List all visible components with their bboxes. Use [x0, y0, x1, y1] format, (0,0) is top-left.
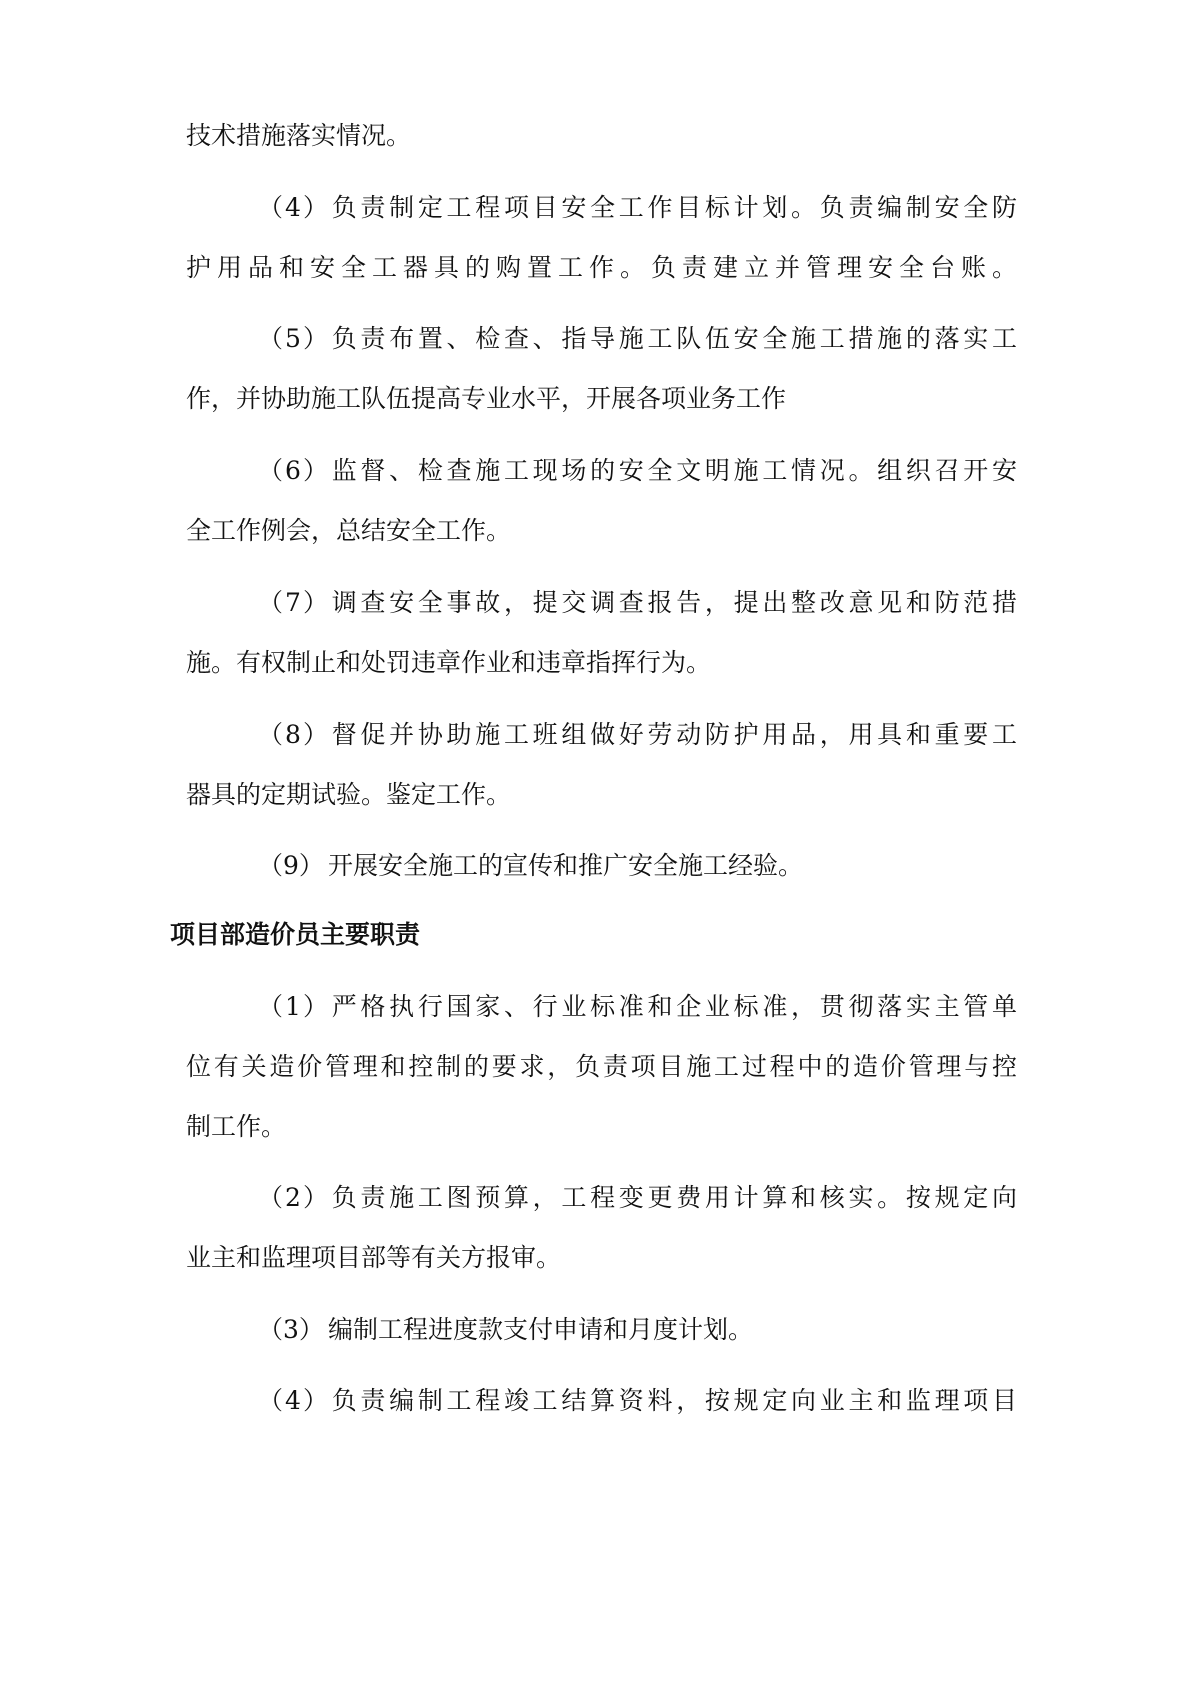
- paragraph-line: 技术措施落实情况。: [186, 121, 412, 150]
- item-number: （4）: [258, 1386, 328, 1415]
- item-text: 调查安全事故，提交调查报告，提出整改意见和防范措: [328, 588, 1017, 617]
- paragraph-line: 制工作。: [186, 1112, 287, 1141]
- item-text: 开展安全施工的宣传和推广安全施工经验。: [328, 851, 804, 880]
- item-text: 监督、检查施工现场的安全文明施工情况。组织召开安: [328, 456, 1017, 485]
- list-item-line: [258, 188, 1017, 228]
- list-item-line: [258, 1381, 1017, 1421]
- item-text: 负责布置、检查、指导施工队伍安全施工措施的落实工: [328, 324, 1017, 353]
- list-item-line: [258, 451, 1017, 491]
- paragraph-line: 施。有权制止和处罚违章作业和违章指挥行为。: [186, 648, 712, 677]
- list-item-line: [258, 846, 803, 886]
- paragraph-line: 护用品和安全工器具的购置工作。负责建立并管理安全台账。: [186, 253, 1017, 282]
- list-item-line: [258, 715, 1017, 755]
- item-number: （7）: [258, 588, 328, 617]
- paragraph-line: 位有关造价管理和控制的要求，负责项目施工过程中的造价管理与控: [186, 1052, 1017, 1081]
- list-item-line: [258, 1310, 753, 1350]
- paragraph-line: 业主和监理项目部等有关方报审。: [186, 1243, 562, 1272]
- item-text: 负责施工图预算，工程变更费用计算和核实。按规定向: [328, 1183, 1017, 1212]
- item-text: 负责编制工程竣工结算资料，按规定向业主和监理项目: [328, 1386, 1017, 1415]
- list-item-line: [258, 1178, 1017, 1218]
- paragraph-line: 全工作例会，总结安全工作。: [186, 516, 512, 545]
- item-number: （4）: [258, 193, 328, 222]
- list-item-line: [258, 319, 1017, 359]
- item-number: （8）: [258, 720, 328, 749]
- paragraph-line: 器具的定期试验。鉴定工作。: [186, 780, 512, 809]
- paragraph-line: 作，并协助施工队伍提高专业水平，开展各项业务工作: [186, 384, 787, 413]
- item-number: （9）: [258, 851, 324, 880]
- item-number: （5）: [258, 324, 328, 353]
- list-item-line: [258, 583, 1017, 623]
- item-number: （6）: [258, 456, 328, 485]
- item-number: （1）: [258, 992, 328, 1021]
- item-text: 严格执行国家、行业标准和企业标准，贯彻落实主管单: [328, 992, 1017, 1021]
- item-text: 编制工程进度款支付申请和月度计划。: [328, 1315, 754, 1344]
- item-number: （2）: [258, 1183, 328, 1212]
- section-heading: 项目部造价员主要职责: [170, 920, 421, 949]
- list-item-line: [258, 987, 1017, 1027]
- item-text: 负责制定工程项目安全工作目标计划。负责编制安全防: [328, 193, 1017, 222]
- item-text: 督促并协助施工班组做好劳动防护用品，用具和重要工: [328, 720, 1017, 749]
- item-number: （3）: [258, 1315, 324, 1344]
